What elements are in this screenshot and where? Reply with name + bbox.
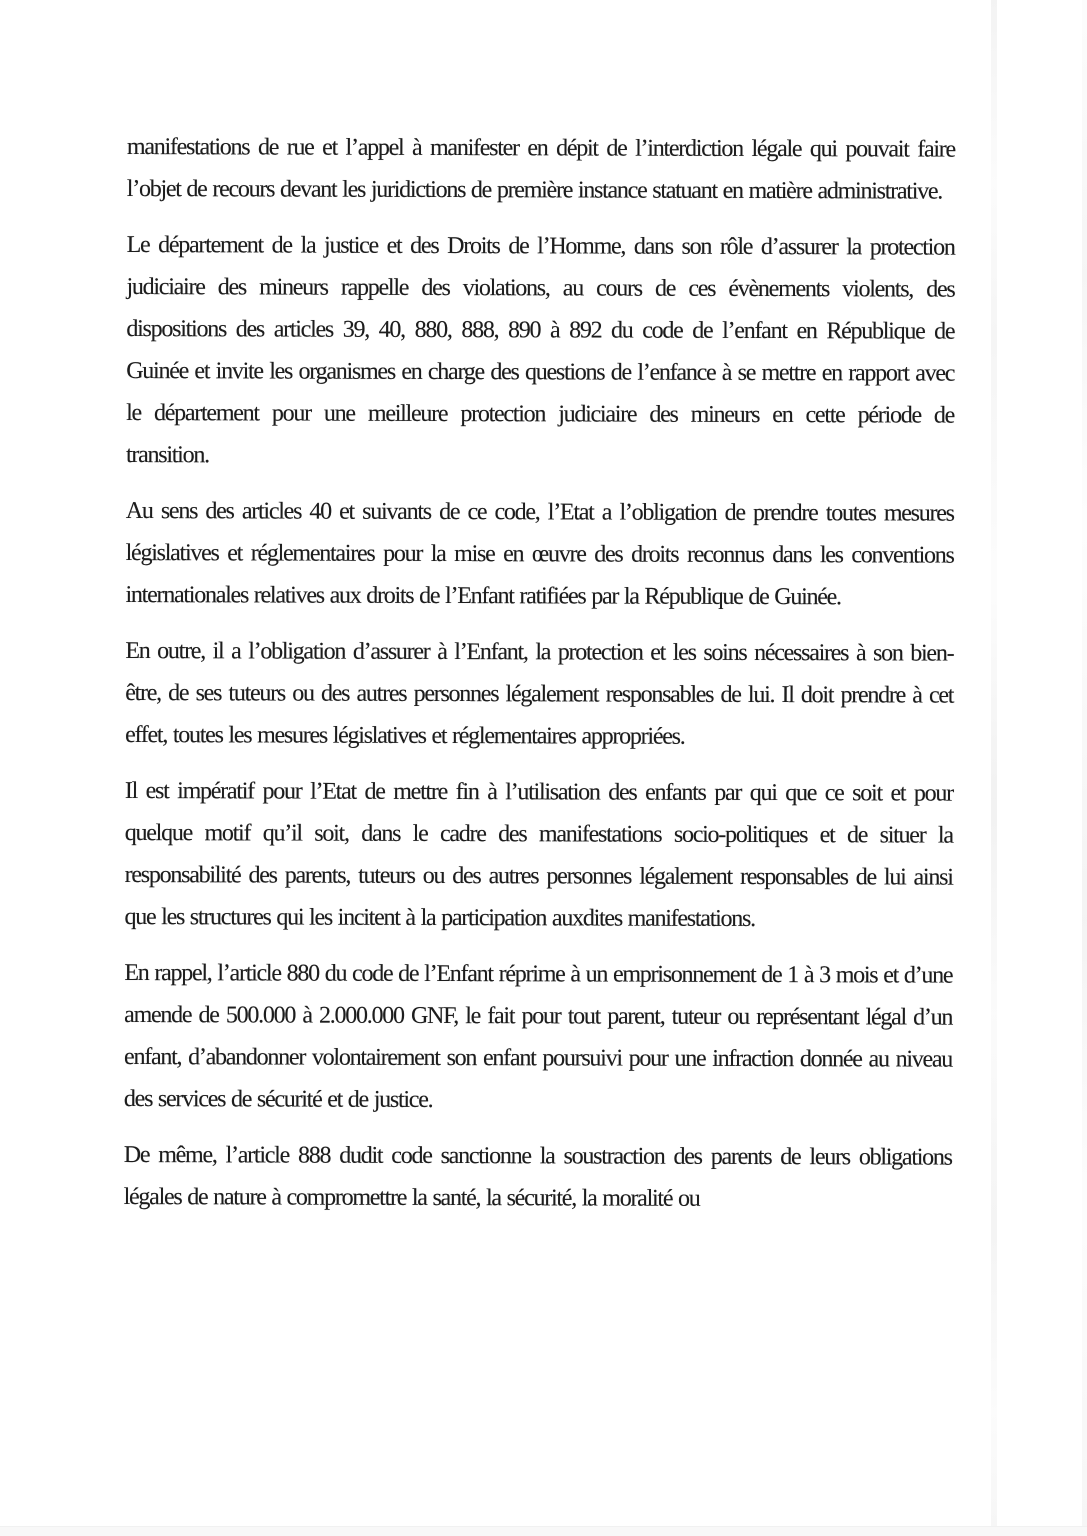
paragraph-5: Il est impératif pour l’Etat de mettre fin à l’utilisation des enfants par qui que ce soit et pour quelque motif qu’il soit, dans le cadre des manifestations socio-politiques et de situer la responsabilité des parents, tuteurs ou des autres personnes légalement responsables de lui ainsi que les structures qui les incitent à la participation auxdites manifestations. bbox=[124, 777, 953, 932]
paragraph-7: De même, l’article 888 dudit code sanctionne la soustraction des parents de leurs obligations légales de nature à compromettre la santé, la sécurité, la moralité ou bbox=[123, 1141, 952, 1212]
paragraph-6: En rappel, l’article 880 du code de l’Enfant réprime à un emprisonnement de 1 à 3 mois et d’une amende de 500.000 à 2.000.000 GNF, le fait pour tout parent, tuteur ou représentant légal d’un enfant, d’abandonner volontairement son enfant poursuivi pour une infraction donnée au niveau des services de sécurité et de justice. bbox=[123, 959, 953, 1113]
paragraph-1: manifestations de rue et l’appel à manifester en dépit de l’interdiction légale qui pouvait faire l’objet de recours devant les juridictions de première instance statuant en matière administrative. bbox=[126, 133, 955, 205]
scan-artifact-right-edge bbox=[1082, 0, 1087, 1536]
paragraph-3: Au sens des articles 40 et suivants de ce code, l’Etat a l’obligation de prendre toutes mesures législatives et réglementaires pour la mise en œuvre des droits reconnus dans les conventions internationales relatives aux droits de l’Enfant ratifiées par la République de Guinée. bbox=[125, 497, 954, 611]
paragraph-2: Le département de la justice et des Droits de l’Homme, dans son rôle d’assurer la protection judiciaire des mineurs rappelle des violations, au cours de ces évènements violents, des dispositions des articles 39, 40, 880, 888, 890 à 892 du code de l’enfant en République de Guinée et invite les organismes en charge des questions de l’enfance à se mettre en rapport avec le département pour une meilleure protection judiciaire des mineurs en cette période de transition. bbox=[125, 231, 955, 469]
document-body bbox=[124, 126, 955, 1235]
scan-artifact-bottom-strip bbox=[0, 1526, 1087, 1536]
paragraph-4: En outre, il a l’obligation d’assurer à l’Enfant, la protection et les soins nécessaires à son bien-être, de ses tuteurs ou des autres personnes légalement responsables de lui. Il doit prendre à cet effet, toutes les mesures législatives et réglementaires appropriées. bbox=[125, 637, 954, 750]
scan-artifact-vertical-band bbox=[991, 0, 997, 1536]
